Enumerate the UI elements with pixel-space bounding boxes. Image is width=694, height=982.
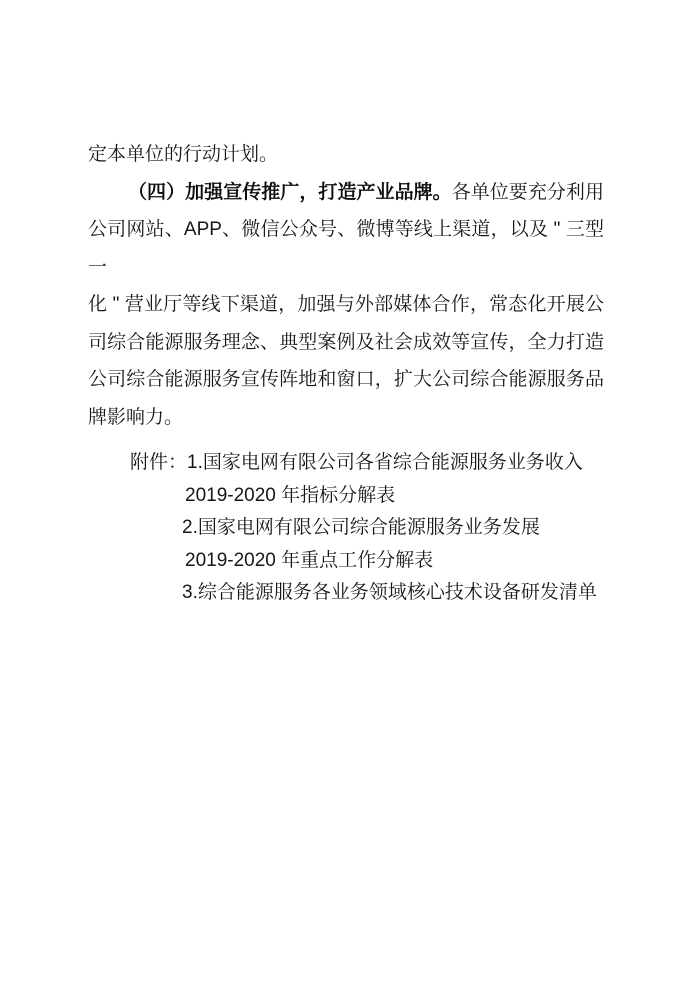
attachment-item-1 (88, 447, 604, 480)
body-line: 化 " 营业厅等线下渠道，加强与外部媒体合作，常态化开展公 (88, 294, 604, 315)
attachments-label: 附件： (130, 452, 188, 473)
section-4-lead-rest: 各单位要充分利用 (451, 181, 604, 203)
attachment-item-number: 3. (182, 582, 198, 603)
attachments-block (88, 447, 604, 610)
body-line: 公司综合能源服务宣传阵地和窗口，扩大公司综合能源服务品 (88, 369, 604, 390)
section-4-heading: （四）加强宣传推广，打造产业品牌。 (128, 181, 452, 203)
attachment-item-number: 2. (182, 517, 198, 538)
attachment-item-2-continuation: 2019-2020 年重点工作分解表 (185, 549, 434, 571)
body-line: 司综合能源服务理念、典型案例及社会成效等宣传，全力打造 (88, 331, 604, 353)
attachment-item-1-continuation: 2019-2020 年指标分解表 (185, 484, 396, 506)
attachment-item-text: 国家电网有限公司各省综合能源服务业务收入 (202, 452, 583, 473)
section-4-lead-line (88, 174, 604, 212)
body-line: 公司网站、APP、微信公众号、微博等线上渠道，以及 " 三型一 (88, 219, 604, 278)
document-body (88, 136, 604, 610)
attachment-item-text: 国家电网有限公司综合能源服务业务发展 (197, 517, 540, 538)
paragraph-continuation-line: 定本单位的行动计划。 (88, 144, 279, 165)
attachment-item-2 (88, 512, 604, 545)
attachment-item-3 (88, 577, 604, 610)
attachment-item-text: 综合能源服务各业务领域核心技术设备研发清单 (197, 582, 597, 603)
body-line-last: 牌影响力。 (88, 406, 184, 428)
attachment-item-number: 1. (187, 452, 203, 473)
